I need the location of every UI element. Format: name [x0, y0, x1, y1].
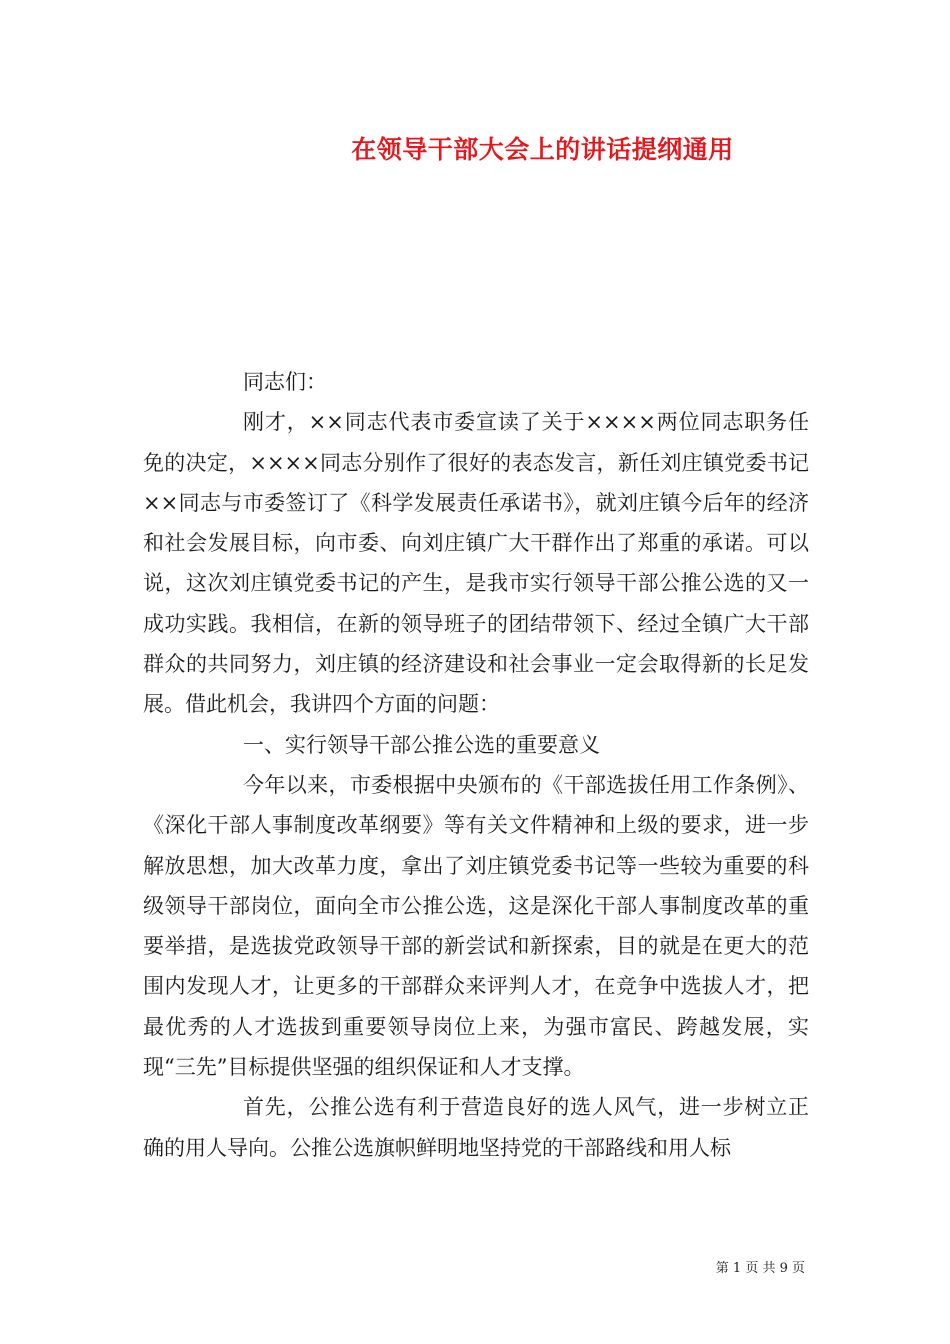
salutation: 同志们：: [243, 370, 327, 394]
document-body: [143, 362, 809, 1168]
paragraph-opening: 刚才，××同志代表市委宣读了关于××××两位同志职务任免的决定，××××同志分别作了很好的表态发言，新任刘庄镇党委书记××同志与市委签订了《科学发展责任承诺书》，就刘庄镇今后年的经济和社会发展目标，向市委、向刘庄镇广大干群作出了郑重的承诺。可以说，这次刘庄镇党委书记的产生，是我市实行领导干部公推公选的又一成功实践。我相信，在新的领导班子的团结带领下、经过全镇广大干部群众的共同努力，刘庄镇的经济建设和社会事业一定会取得新的长足发展。借此机会，我讲四个方面的问题：: [143, 410, 809, 717]
page-number: 第 1 页 共 9 页: [715, 1261, 805, 1276]
paragraph-first-point: 首先，公推公选有利于营造良好的选人风气，进一步树立正确的用人导向。公推公选旗帜鲜明地坚持党的干部路线和用人标: [143, 1095, 809, 1160]
section-heading-1: 一、实行领导干部公推公选的重要意义: [243, 732, 600, 757]
document-title: 在领导干部大会上的讲话提纲通用: [351, 135, 734, 164]
paragraph-section-1: 今年以来，市委根据中央颁布的《干部选拔任用工作条例》、《深化干部人事制度改革纲要》等有关文件精神和上级的要求，进一步解放思想，加大改革力度，拿出了刘庄镇党委书记等一些较为重要的科级领导干部岗位，面向全市公推公选，这是深化干部人事制度改革的重要举措，是选拔党政领导干部的新尝试和新探索，目的就是在更大的范围内发现人才，让更多的干部群众来评判人才，在竞争中选拔人才，把最优秀的人才选拔到重要领导岗位上来，为强市富民、跨越发展，实现“三先”目标提供坚强的组织保证和人才支撑。: [143, 772, 809, 1080]
